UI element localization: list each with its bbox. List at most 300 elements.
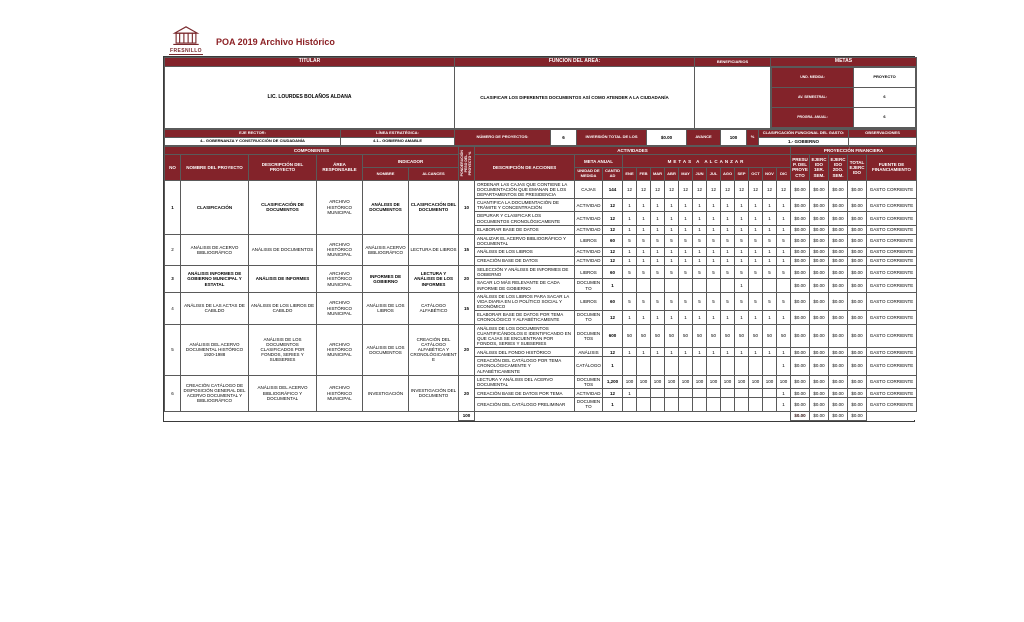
action-description: CREACIÓN DEL CATÁLOGO POR TEMA CRONOLÓGICAMENTE Y ALFABÉTICAMENTE xyxy=(475,357,575,376)
project-area: ARCHIVO HISTÓRICO MUNICIPAL xyxy=(317,180,363,234)
month-value: 50 xyxy=(665,324,679,348)
month-jun: JUN xyxy=(693,168,707,180)
month-value: 100 xyxy=(665,375,679,388)
month-value: 1 xyxy=(707,225,721,234)
money-value: $0.00 xyxy=(848,398,867,411)
month-value xyxy=(707,398,721,411)
month-nov: NOV xyxy=(763,168,777,180)
month-value-na xyxy=(693,357,707,376)
month-value: 50 xyxy=(651,324,665,348)
money-value: $0.00 xyxy=(791,357,810,376)
month-value: 5 xyxy=(637,266,651,279)
month-value: 1 xyxy=(763,248,777,257)
money-value: $0.00 xyxy=(810,357,829,376)
project-name: ANÁLISIS DE ACERVO BIBLIOGRÁFICO xyxy=(181,234,249,265)
month-value: 5 xyxy=(749,266,763,279)
action-description: CUANTIFICA LA DOCUMENTACIÓN DE TRÁMITE Y CONCENTRACIÓN xyxy=(475,199,575,212)
action-unit: ANÁLISIS xyxy=(575,348,603,357)
project-area: ARCHIVO HISTÓRICO MUNICIPAL xyxy=(317,324,363,375)
month-value: 1 xyxy=(665,199,679,212)
money-value: $0.00 xyxy=(791,257,810,266)
month-value: 1 xyxy=(735,257,749,266)
header-band-2 xyxy=(164,129,917,146)
month-value-na xyxy=(651,279,665,292)
project-area: ARCHIVO HISTÓRICO MUNICIPAL xyxy=(317,375,363,411)
month-value: 5 xyxy=(763,266,777,279)
month-value: 100 xyxy=(693,375,707,388)
month-oct: OCT xyxy=(749,168,763,180)
observaciones-value xyxy=(849,138,917,146)
indicator-name: ANÁLISIS DE DOCUMENTOS xyxy=(363,180,409,234)
month-value: 1 xyxy=(777,199,791,212)
money-value: $0.00 xyxy=(848,266,867,279)
indicator-scope: CATÁLOGO ALFABÉTICO xyxy=(409,292,459,324)
money-value: $0.00 xyxy=(829,357,848,376)
action-description: ELABORAR BASE DE DATOS POR TEMA CRONOLÓGICO Y ALFABÉTICAMENTE xyxy=(475,311,575,324)
month-value: 1 xyxy=(721,199,735,212)
month-value: 1 xyxy=(721,311,735,324)
month-value: 1 xyxy=(735,279,749,292)
action-quantity: 12 xyxy=(603,225,623,234)
month-value: 1 xyxy=(693,311,707,324)
col-total-ejercido: TOTAL EJERCIDO xyxy=(848,155,867,180)
month-value: 1 xyxy=(637,311,651,324)
funding-source: GASTO CORRIENTE xyxy=(867,389,917,398)
month-value: 1 xyxy=(721,225,735,234)
brand-header xyxy=(168,24,335,59)
month-value-na xyxy=(777,279,791,292)
indicator-scope: LECTURA DE LIBROS xyxy=(409,234,459,265)
month-value: 5 xyxy=(623,292,637,311)
funding-source: GASTO CORRIENTE xyxy=(867,357,917,376)
month-value: 1 xyxy=(651,348,665,357)
money-value: $0.00 xyxy=(810,389,829,398)
funding-source: GASTO CORRIENTE xyxy=(867,225,917,234)
municipal-logo xyxy=(168,24,204,59)
metas-unit-label: UND. MEDIDA: xyxy=(772,68,854,88)
money-value: $0.00 xyxy=(829,199,848,212)
month-value xyxy=(763,398,777,411)
document-title: POA 2019 Archivo Histórico xyxy=(216,36,335,47)
month-value xyxy=(665,398,679,411)
month-value: 1 xyxy=(637,348,651,357)
col-area-responsable: ÁREA RESPONSABLE xyxy=(317,155,363,180)
month-value: 1 xyxy=(651,199,665,212)
month-mar: MAR xyxy=(651,168,665,180)
project-description: ANÁLISIS DE LOS DOCUMENTOS CLASIFICADOS POR FONDOS, SERIES Y SUBSERIES xyxy=(249,324,317,375)
project-name: ANÁLISIS DEL ACERVO DOCUMENTAL HISTÓRICO 1920-1988 xyxy=(181,324,249,375)
action-unit: ACTIVIDAD xyxy=(575,225,603,234)
month-value: 1 xyxy=(637,212,651,225)
money-value: $0.00 xyxy=(791,234,810,247)
action-unit: LIBROS xyxy=(575,234,603,247)
action-row xyxy=(165,234,917,247)
month-value-na xyxy=(749,279,763,292)
month-value: 1 xyxy=(735,348,749,357)
money-value: $0.00 xyxy=(829,398,848,411)
money-value: $0.00 xyxy=(791,225,810,234)
action-unit: DOCUMENTOS xyxy=(575,375,603,388)
indicador-group-header: INDICADOR xyxy=(363,155,459,168)
funcion-header: FUNCIÓN DEL ÁREA: xyxy=(455,58,695,67)
money-value: $0.00 xyxy=(810,257,829,266)
clasificacion-funcional-value: 1.- GOBIERNO xyxy=(759,138,849,146)
action-row xyxy=(165,375,917,388)
action-quantity: 1 xyxy=(603,357,623,376)
action-quantity: 12 xyxy=(603,248,623,257)
project-area: ARCHIVO HISTÓRICO MUNICIPAL xyxy=(317,266,363,293)
indicator-name: INVESTIGACIÓN xyxy=(363,375,409,411)
month-value: 1 xyxy=(777,398,791,411)
project-no: 5 xyxy=(165,324,181,375)
action-description: ANALIZAR EL ACERVO BIBLIOGRÁFICO Y DOCUMENTAL xyxy=(475,234,575,247)
project-no: 2 xyxy=(165,234,181,265)
money-value: $0.00 xyxy=(810,279,829,292)
meta-anual-header: META ANUAL xyxy=(575,155,623,168)
money-value: $0.00 xyxy=(791,348,810,357)
action-quantity: 1 xyxy=(603,279,623,292)
month-value: 5 xyxy=(679,234,693,247)
month-value: 1 xyxy=(679,348,693,357)
action-quantity: 600 xyxy=(603,324,623,348)
month-sep: SEP xyxy=(735,168,749,180)
month-value: 1 xyxy=(763,199,777,212)
indicator-scope: INVESTIGACIÓN DEL DOCUMENTO xyxy=(409,375,459,411)
month-value: 1 xyxy=(665,311,679,324)
funding-source: GASTO CORRIENTE xyxy=(867,266,917,279)
month-value: 1 xyxy=(721,257,735,266)
money-value: $0.00 xyxy=(829,234,848,247)
money-value: $0.00 xyxy=(848,375,867,388)
month-value: 1 xyxy=(763,311,777,324)
month-value: 5 xyxy=(749,292,763,311)
col-cantidad: CANTIDAD xyxy=(603,168,623,180)
action-unit: ACTIVIDAD xyxy=(575,248,603,257)
month-value: 1 xyxy=(749,248,763,257)
month-value: 1 xyxy=(707,348,721,357)
project-weight: 15 xyxy=(459,234,475,265)
action-unit: CAJAS xyxy=(575,180,603,199)
action-description: LECTURA Y ANÁLISIS DEL ACERVO DOCUMENTAL xyxy=(475,375,575,388)
month-value: 5 xyxy=(623,266,637,279)
month-value: 5 xyxy=(735,292,749,311)
month-value: 50 xyxy=(777,324,791,348)
month-feb: FEB xyxy=(637,168,651,180)
money-value: $0.00 xyxy=(810,225,829,234)
col-nombre-proyecto: NOMBRE DEL PROYECTO xyxy=(181,155,249,180)
money-value: $0.00 xyxy=(848,292,867,311)
month-value-na xyxy=(651,389,665,398)
month-value: 1 xyxy=(679,225,693,234)
month-value: 1 xyxy=(777,248,791,257)
month-value: 1 xyxy=(637,199,651,212)
funding-source: GASTO CORRIENTE xyxy=(867,324,917,348)
action-unit: DOCUMENTO xyxy=(575,311,603,324)
month-value: 1 xyxy=(637,225,651,234)
action-description: ANÁLISIS DE LOS DOCUMENTOS CUANTIFICÁNDOLOS E IDENTIFICANDO EN QUE CAJAS SE ENCUENTRAN POR FONDOS, SERIES Y SUBSERIES xyxy=(475,324,575,348)
action-description: ELABORAR BASE DE DATOS xyxy=(475,225,575,234)
titular-header: TITULAR xyxy=(165,58,455,67)
money-value: $0.00 xyxy=(791,279,810,292)
month-value: 12 xyxy=(651,180,665,199)
action-quantity: 60 xyxy=(603,234,623,247)
project-description: ANÁLISIS DE INFORMES xyxy=(249,266,317,293)
eje-rector-header: EJE RECTOR: xyxy=(165,130,341,138)
project-description: ANÁLISIS DE LOS LIBROS DE CABILDO xyxy=(249,292,317,324)
money-value: $0.00 xyxy=(848,311,867,324)
action-quantity: 12 xyxy=(603,311,623,324)
action-description: ANÁLISIS DEL FONDO HISTÓRICO xyxy=(475,348,575,357)
poa-table xyxy=(164,146,917,420)
month-value-na xyxy=(693,279,707,292)
project-name: ANÁLISIS INFORMES DE GOBIERNO MUNICIPAL Y ESTATAL xyxy=(181,266,249,293)
metas-anual-label: PROGRA. ANUAL: xyxy=(772,108,854,128)
action-unit: ACTIVIDAD xyxy=(575,389,603,398)
month-value: 1 xyxy=(749,311,763,324)
month-value: 5 xyxy=(707,266,721,279)
num-proyectos-label: NÚMERO DE PROYECTOS: xyxy=(455,130,551,146)
month-value: 5 xyxy=(707,292,721,311)
month-value: 1 xyxy=(665,212,679,225)
month-value-na xyxy=(721,389,735,398)
project-name: ANÁLISIS DE LAS ACTAS DE CABILDO xyxy=(181,292,249,324)
month-value: 12 xyxy=(679,180,693,199)
month-value-na xyxy=(763,279,777,292)
action-description: CREACIÓN DEL CATÁLOGO PRELIMINAR xyxy=(475,398,575,411)
month-value: 100 xyxy=(777,375,791,388)
month-value: 1 xyxy=(707,311,721,324)
money-value: $0.00 xyxy=(810,199,829,212)
month-value: 100 xyxy=(763,375,777,388)
month-value: 50 xyxy=(749,324,763,348)
month-value-na xyxy=(637,389,651,398)
month-value: 12 xyxy=(693,180,707,199)
col-ejercido-1sem: EJERCIDO 1ER. SEM. xyxy=(810,155,829,180)
money-value: $0.00 xyxy=(791,324,810,348)
month-value: 1 xyxy=(665,248,679,257)
money-value: $0.00 xyxy=(829,266,848,279)
month-value: 12 xyxy=(763,180,777,199)
money-value: $0.00 xyxy=(810,180,829,199)
indicator-name: ANÁLISIS DE LOS LIBROS xyxy=(363,292,409,324)
month-value: 100 xyxy=(749,375,763,388)
inversion-value: $0.00 xyxy=(647,130,687,146)
cell xyxy=(867,411,917,420)
month-value-na xyxy=(679,389,693,398)
month-value: 5 xyxy=(651,234,665,247)
building-icon xyxy=(171,24,201,48)
month-value: 1 xyxy=(777,389,791,398)
month-value: 1 xyxy=(623,311,637,324)
money-value: $0.00 xyxy=(791,248,810,257)
month-value: 1 xyxy=(749,257,763,266)
month-value-na xyxy=(623,357,637,376)
month-value: 1 xyxy=(679,199,693,212)
month-may: MAY xyxy=(679,168,693,180)
month-value: 1 xyxy=(665,257,679,266)
month-value: 1 xyxy=(623,348,637,357)
month-value: 1 xyxy=(693,199,707,212)
month-value: 1 xyxy=(763,257,777,266)
month-value: 1 xyxy=(651,257,665,266)
month-value: 12 xyxy=(721,180,735,199)
month-value: 50 xyxy=(679,324,693,348)
action-description: ANÁLISIS DE LOS LIBROS xyxy=(475,248,575,257)
project-no: 4 xyxy=(165,292,181,324)
month-value: 1 xyxy=(651,248,665,257)
clasificacion-funcional-label: CLASIFICACIÓN FUNCIONAL DEL GASTO: xyxy=(759,130,849,138)
month-value: 1 xyxy=(623,248,637,257)
money-value: $0.00 xyxy=(829,389,848,398)
month-value: 5 xyxy=(707,234,721,247)
money-value: $0.00 xyxy=(829,292,848,311)
month-ago: AGO xyxy=(721,168,735,180)
month-value: 12 xyxy=(637,180,651,199)
month-value: 50 xyxy=(707,324,721,348)
money-value: $0.00 xyxy=(829,257,848,266)
project-name: CLASIFICACIÓN xyxy=(181,180,249,234)
cell xyxy=(475,411,791,420)
money-value: $0.00 xyxy=(810,212,829,225)
action-description: CREACIÓN BASE DE DATOS POR TEMA xyxy=(475,389,575,398)
month-value: 1 xyxy=(707,212,721,225)
month-value: 50 xyxy=(693,324,707,348)
metas-sem-value: 6 xyxy=(854,88,916,108)
action-quantity: 12 xyxy=(603,212,623,225)
action-description: CREACIÓN BASE DE DATOS xyxy=(475,257,575,266)
month-value xyxy=(623,398,637,411)
month-value: 5 xyxy=(693,266,707,279)
money-value: $0.00 xyxy=(810,234,829,247)
funding-source: GASTO CORRIENTE xyxy=(867,234,917,247)
month-jul: JUL xyxy=(707,168,721,180)
action-unit: ACTIVIDAD xyxy=(575,199,603,212)
money-value: $0.00 xyxy=(791,212,810,225)
month-value: 1 xyxy=(735,212,749,225)
cell xyxy=(165,411,459,420)
month-value: 5 xyxy=(777,266,791,279)
action-description: SACAR LO MÁS RELEVANTE DE CADA INFORME DE GOBIERNO xyxy=(475,279,575,292)
month-value: 5 xyxy=(665,266,679,279)
month-value: 1 xyxy=(651,212,665,225)
action-row xyxy=(165,180,917,199)
project-area: ARCHIVO HISTÓRICO MUNICIPAL xyxy=(317,292,363,324)
funding-source: GASTO CORRIENTE xyxy=(867,212,917,225)
project-weight: 20 xyxy=(459,266,475,293)
money-value: $0.00 xyxy=(848,348,867,357)
action-description: ORDENAR LAS CAJAS QUE CONTIENE LA DOCUMENTACIÓN QUE EMANAN DE LOS DEPARTAMENTOS DE PRESIDENCIA xyxy=(475,180,575,199)
funding-source: GASTO CORRIENTE xyxy=(867,348,917,357)
month-value: 1 xyxy=(665,225,679,234)
col-descripcion-acciones: DESCRIPCIÓN DE ACCIONES xyxy=(475,155,575,180)
month-value: 1 xyxy=(763,212,777,225)
action-quantity: 12 xyxy=(603,199,623,212)
money-value: $0.00 xyxy=(848,324,867,348)
action-unit: ACTIVIDAD xyxy=(575,212,603,225)
month-value: 5 xyxy=(749,234,763,247)
money-value: $0.00 xyxy=(829,212,848,225)
month-value xyxy=(693,398,707,411)
inversion-label: INVERSIÓN TOTAL DE LOS xyxy=(577,130,647,146)
money-value: $0.00 xyxy=(848,279,867,292)
action-quantity: 12 xyxy=(603,257,623,266)
month-value xyxy=(651,398,665,411)
action-unit: DOCUMENTOS xyxy=(575,324,603,348)
action-unit: DOCUMENTO xyxy=(575,279,603,292)
brand-name: FRESNILLO xyxy=(170,48,202,54)
month-value: 50 xyxy=(637,324,651,348)
money-value: $0.00 xyxy=(848,257,867,266)
month-value-na xyxy=(679,357,693,376)
money-value: $0.00 xyxy=(829,324,848,348)
month-value: 12 xyxy=(735,180,749,199)
month-value: 100 xyxy=(651,375,665,388)
month-value: 1 xyxy=(777,311,791,324)
total-money: $0.00 xyxy=(791,411,810,420)
action-quantity: 12 xyxy=(603,389,623,398)
col-no: NO xyxy=(165,155,181,180)
month-ene: ENE xyxy=(623,168,637,180)
month-value: 50 xyxy=(763,324,777,348)
month-value-na xyxy=(721,357,735,376)
month-value-na xyxy=(763,389,777,398)
month-dic: DIC xyxy=(777,168,791,180)
month-value: 1 xyxy=(735,248,749,257)
indicator-scope: LECTURA Y ANÁLISIS DE LOS INFORMES xyxy=(409,266,459,293)
month-value: 1 xyxy=(749,199,763,212)
num-proyectos-value: 6 xyxy=(551,130,577,146)
money-value: $0.00 xyxy=(848,199,867,212)
month-value: 12 xyxy=(749,180,763,199)
month-value: 1 xyxy=(679,257,693,266)
money-value: $0.00 xyxy=(791,311,810,324)
month-value: 1 xyxy=(651,225,665,234)
money-value: $0.00 xyxy=(848,234,867,247)
month-value: 5 xyxy=(763,292,777,311)
month-value-na xyxy=(665,357,679,376)
metas-unit-value: PROYECTO xyxy=(854,68,916,88)
project-description: ANÁLISIS DEL ACERVO BIBLIOGRÁFICO Y DOCUMENTAL xyxy=(249,375,317,411)
month-value: 1 xyxy=(777,212,791,225)
col-descripcion-proyecto: DESCRIPCIÓN DEL PROYECTO xyxy=(249,155,317,180)
titular-value: LIC. LOURDES BOLAÑOS ALDANA xyxy=(165,67,455,129)
metas-anual-value: 6 xyxy=(854,108,916,128)
month-value: 1 xyxy=(735,199,749,212)
indicator-scope: CREACIÓN DEL CATÁLOGO ALFABÉTICA Y CRONOLÓGICAMENTE xyxy=(409,324,459,375)
project-weight: 20 xyxy=(459,375,475,411)
month-value xyxy=(623,279,637,292)
month-value: 5 xyxy=(735,266,749,279)
action-row xyxy=(165,292,917,311)
month-value: 1 xyxy=(693,257,707,266)
indicator-scope: CLASIFICACIÓN DEL DOCUMENTO xyxy=(409,180,459,234)
money-value: $0.00 xyxy=(829,375,848,388)
money-value: $0.00 xyxy=(791,199,810,212)
month-value: 1 xyxy=(777,348,791,357)
action-unit: LIBROS xyxy=(575,266,603,279)
money-value: $0.00 xyxy=(791,375,810,388)
month-value: 1 xyxy=(679,248,693,257)
month-value xyxy=(749,398,763,411)
col-fuente-financiamiento: FUENTE DE FINANCIAMIENTO xyxy=(867,155,917,180)
total-money: $0.00 xyxy=(810,411,829,420)
money-value: $0.00 xyxy=(848,248,867,257)
month-value: 5 xyxy=(651,292,665,311)
month-value: 5 xyxy=(665,234,679,247)
funcion-value: CLASIFICAR LOS DIFERENTES DOCUMENTOS ASÍ COMO ATENDER A LA CIUDADANÍA xyxy=(455,67,695,129)
month-value: 100 xyxy=(637,375,651,388)
month-value: 5 xyxy=(777,292,791,311)
